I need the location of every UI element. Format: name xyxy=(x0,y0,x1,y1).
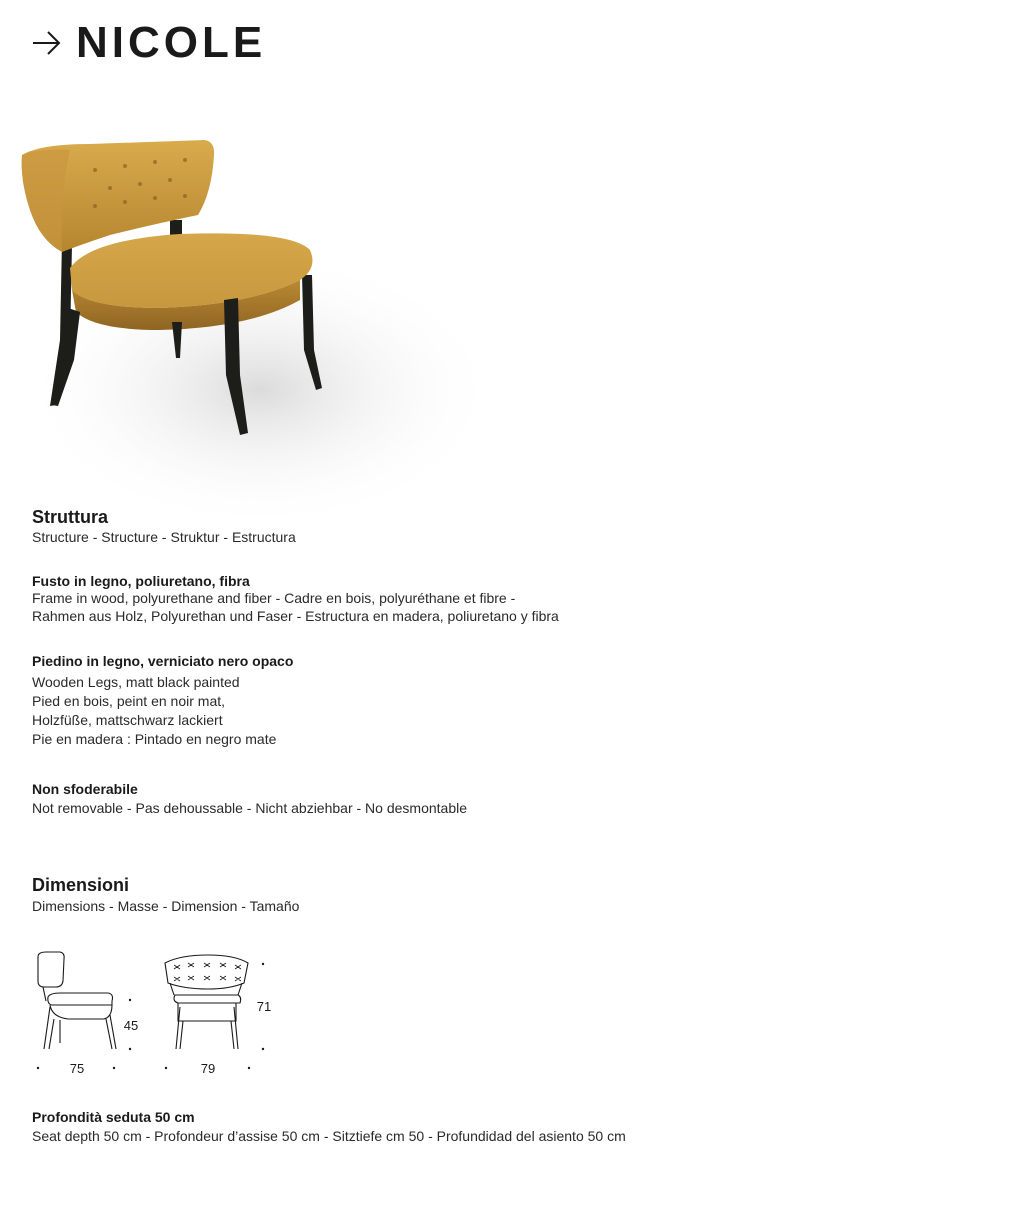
arrow-right-icon xyxy=(32,28,62,58)
frame-line: Frame in wood, polyurethane and fiber - Cadre en bois, polyuréthane et fibre - xyxy=(32,590,516,606)
frame-line: Rahmen aus Holz, Polyurethan und Faser - Estructura en madera, poliuretano y fibra xyxy=(32,607,559,624)
frame-description xyxy=(32,590,559,625)
legs-heading: Piedino in legno, verniciato nero opaco xyxy=(32,653,294,669)
legs-line: Holzfüße, mattschwarz lackiert xyxy=(32,712,223,728)
side-width-label: 75 xyxy=(69,1061,85,1076)
structure-subheading: Structure - Structure - Struktur - Estructura xyxy=(32,529,296,545)
front-width-label: 79 xyxy=(200,1061,216,1076)
dimension-drawing xyxy=(30,945,290,1080)
product-title: NICOLE xyxy=(76,18,267,67)
legs-line: Wooden Legs, matt black painted xyxy=(32,674,240,690)
legs-line: Pied en bois, peint en noir mat, xyxy=(32,693,226,709)
cover-heading: Non sfoderabile xyxy=(32,781,138,797)
page-header xyxy=(32,18,266,68)
dimensions-heading: Dimensioni xyxy=(32,875,130,895)
frame-heading: Fusto in legno, poliuretano, fibra xyxy=(32,573,250,589)
seat-depth-heading: Profondità seduta 50 cm xyxy=(32,1109,195,1125)
cover-text: Not removable - Pas dehoussable - Nicht abziehbar - No desmontable xyxy=(32,800,468,816)
dimensions-subheading: Dimensions - Masse - Dimension - Tamaño xyxy=(32,898,300,914)
legs-description xyxy=(32,673,276,749)
seat-depth-text: Seat depth 50 cm - Profondeur d’assise 50 cm - Sitztiefe cm 50 - Profundidad del asiento 50 cm xyxy=(32,1128,626,1144)
tufting-pattern xyxy=(174,963,241,981)
structure-heading: Struttura xyxy=(32,507,108,527)
legs-line: Pie en madera : Pintado en negro mate xyxy=(32,731,277,747)
product-photo xyxy=(0,100,490,530)
dimension-markers xyxy=(37,963,264,1069)
total-height-label: 71 xyxy=(256,999,272,1014)
seat-height-label: 45 xyxy=(123,1018,139,1033)
side-view-chair xyxy=(38,952,116,1049)
